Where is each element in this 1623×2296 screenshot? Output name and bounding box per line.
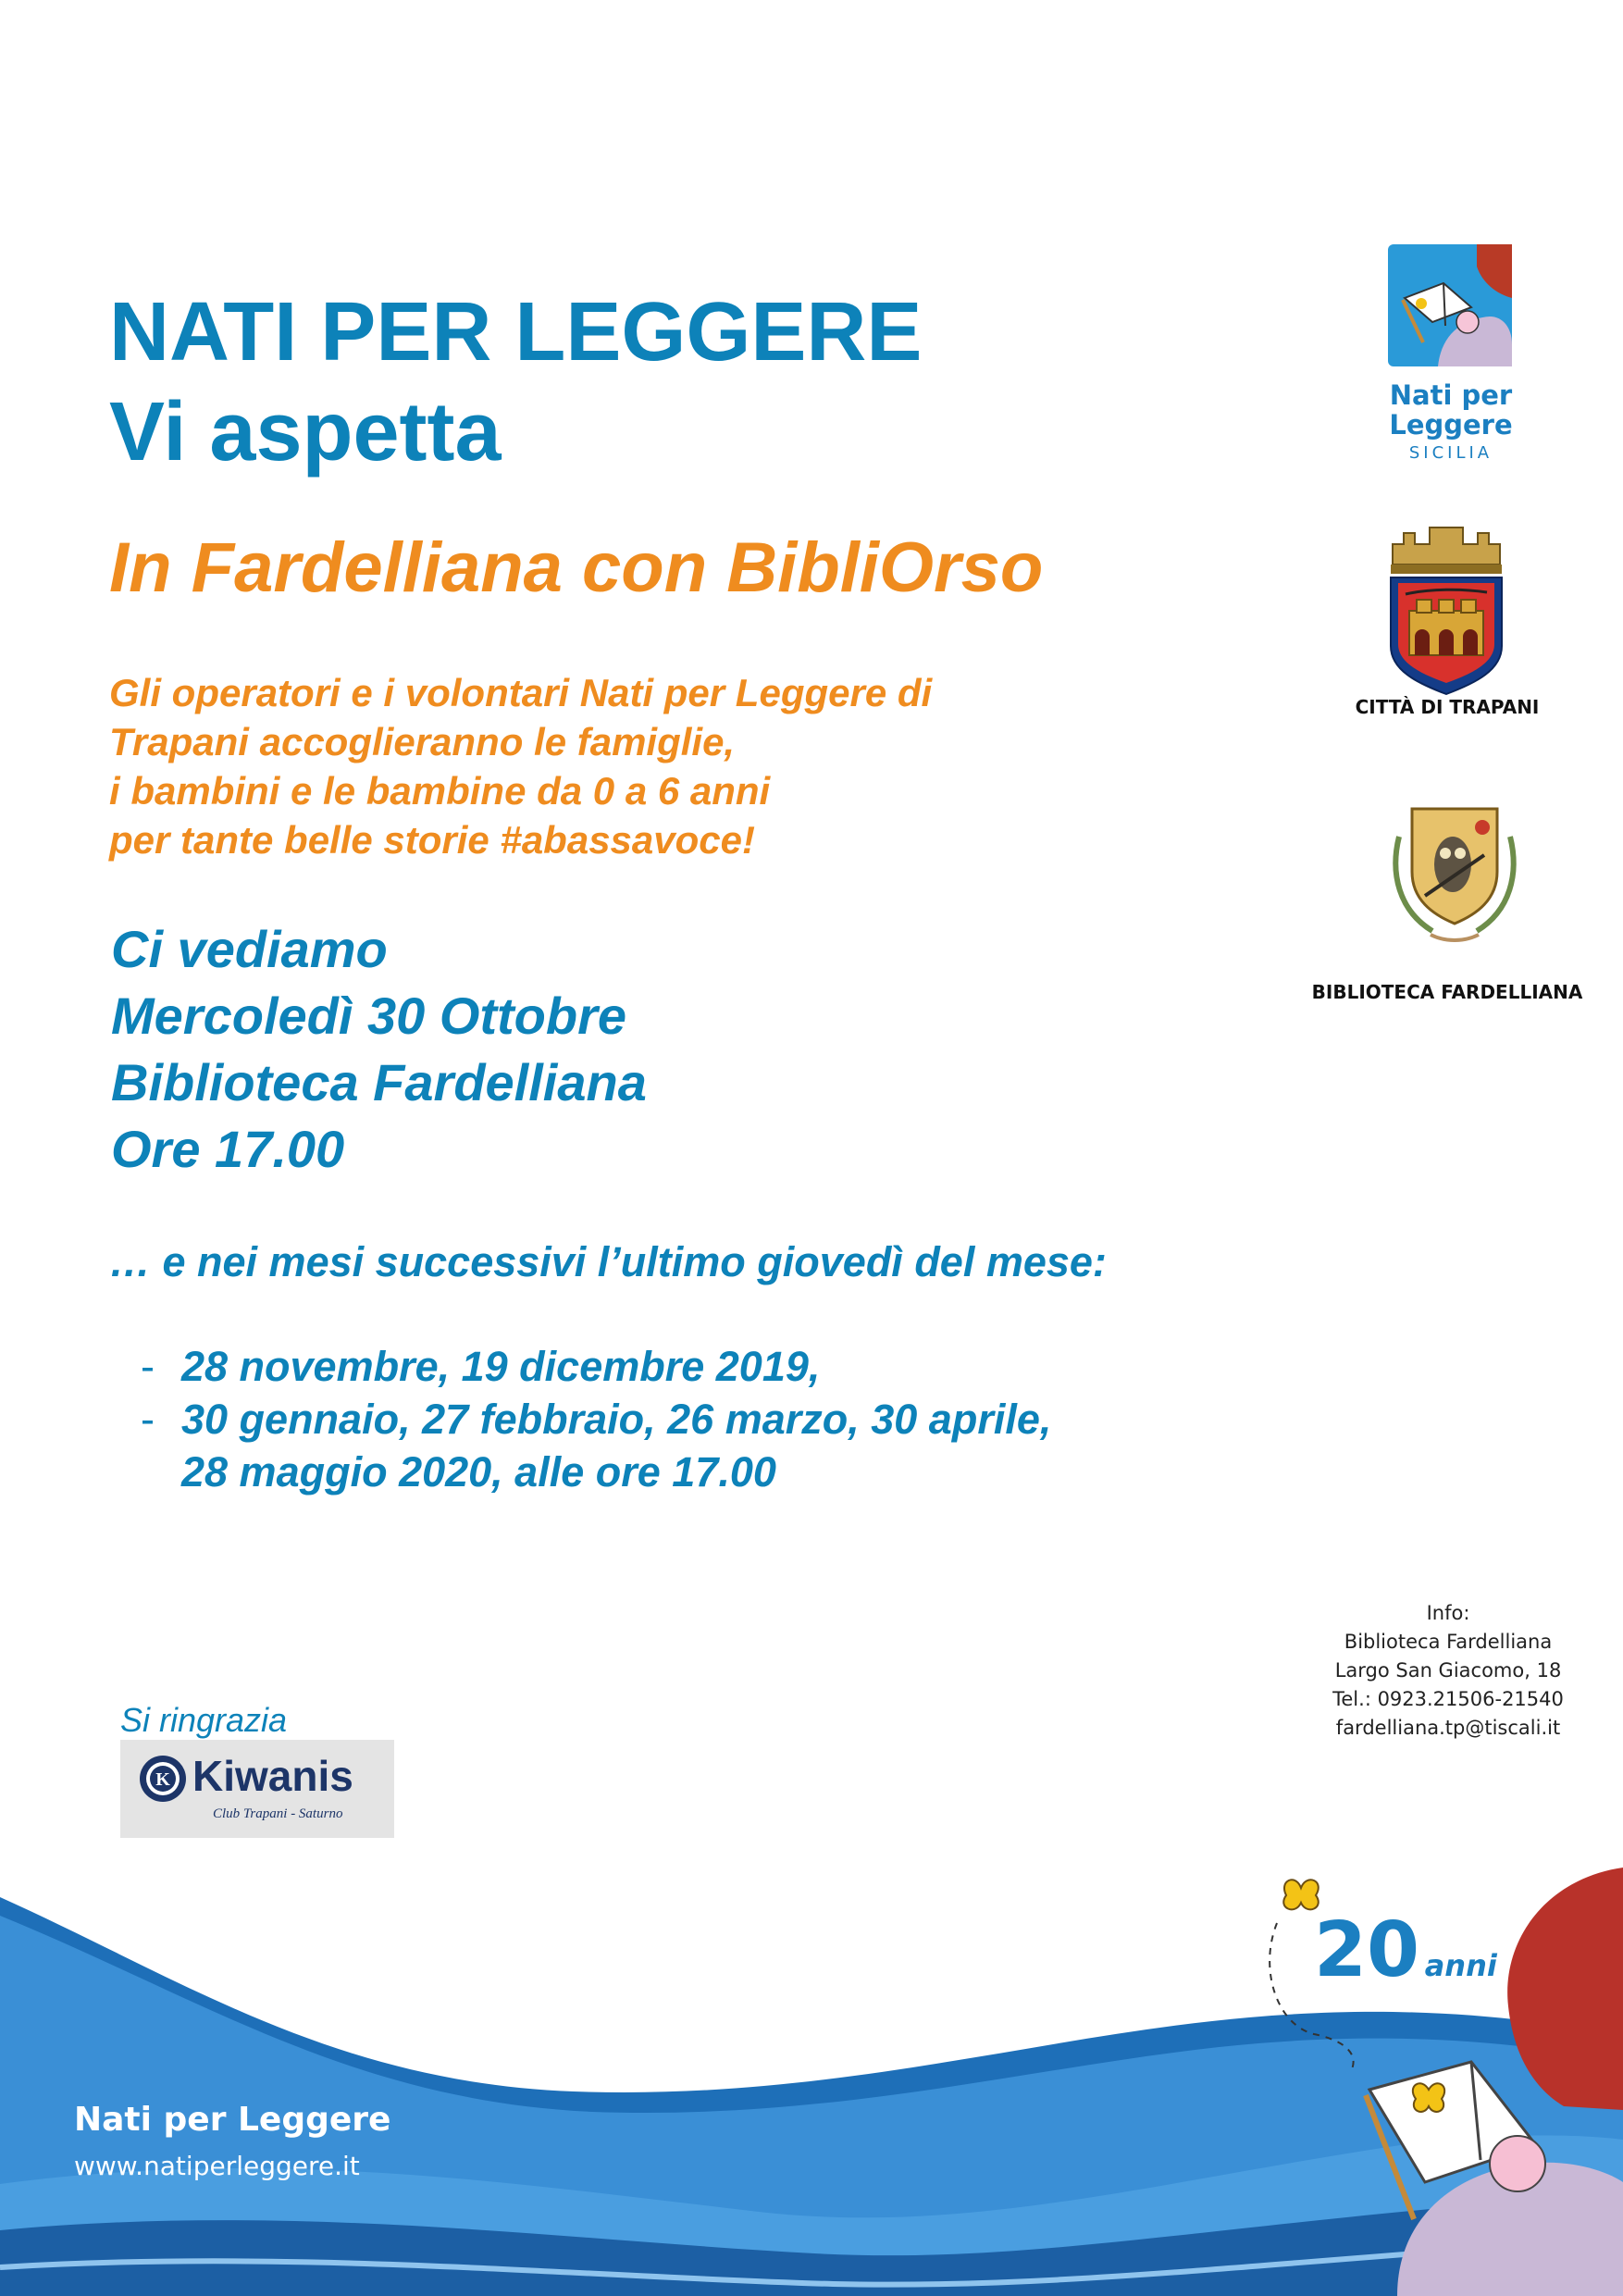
fardelliana-emblem bbox=[1381, 800, 1529, 948]
info-email: fardelliana.tp@tiscali.it bbox=[1335, 1717, 1561, 1739]
title-line-1: NATI PER LEGGERE bbox=[109, 286, 923, 379]
anniversary-badge bbox=[1314, 1906, 1497, 1994]
anniversary-word: anni bbox=[1424, 1948, 1497, 1983]
page-subtitle: In Fardelliana con BibliOrso bbox=[109, 528, 1044, 607]
info-heading: Info: bbox=[1426, 1602, 1470, 1624]
intro-paragraph bbox=[109, 668, 932, 864]
appointment-date: Mercoledì 30 Ottobre bbox=[111, 987, 627, 1045]
kiwanis-emblem-icon bbox=[137, 1753, 189, 1805]
fardelliana-emblem-label: BIBLIOTECA FARDELLIANA bbox=[1311, 981, 1583, 1003]
info-address: Largo San Giacomo, 18 bbox=[1334, 1659, 1562, 1682]
intro-line: per tante belle storie #abassavoce! bbox=[109, 818, 755, 862]
thanks-label: Si ringrazia bbox=[120, 1701, 288, 1739]
svg-text:K: K bbox=[155, 1769, 170, 1790]
trapani-crest-label: CITTÀ DI TRAPANI bbox=[1355, 696, 1540, 718]
trapani-crest bbox=[1383, 524, 1509, 695]
schedule-list bbox=[141, 1340, 1051, 1498]
npl-sicilia-logo bbox=[1386, 242, 1516, 463]
npl-logo-line-1: Nati per bbox=[1389, 379, 1513, 411]
schedule-item bbox=[141, 1340, 1051, 1393]
appointment-place: Biblioteca Fardelliana bbox=[111, 1053, 647, 1111]
appointment-greeting: Ci vediamo bbox=[111, 920, 388, 978]
anniversary-number: 20 bbox=[1314, 1906, 1420, 1994]
list-dash: - bbox=[141, 1396, 155, 1443]
list-dash: - bbox=[141, 1343, 155, 1390]
fardelliana-owl-icon bbox=[1381, 800, 1529, 948]
trapani-crest-icon bbox=[1383, 524, 1509, 695]
npl-logo-region: SICILIA bbox=[1408, 443, 1493, 463]
kiwanis-name: Kiwanis bbox=[192, 1752, 353, 1800]
contact-info bbox=[1277, 1599, 1619, 1743]
info-name: Biblioteca Fardelliana bbox=[1344, 1631, 1553, 1653]
kiwanis-logo bbox=[120, 1740, 394, 1838]
intro-line: i bambini e le bambine da 0 a 6 anni bbox=[109, 769, 771, 813]
npl-logo-line-2: Leggere bbox=[1389, 409, 1513, 441]
schedule-item bbox=[141, 1393, 1051, 1446]
footer-website: www.natiperleggere.it bbox=[74, 2151, 360, 2181]
kiwanis-club: Club Trapani - Saturno bbox=[213, 1806, 343, 1821]
appointment-block bbox=[111, 916, 647, 1183]
schedule-item-text: 28 maggio 2020, alle ore 17.00 bbox=[181, 1448, 776, 1496]
footer-brand: Nati per Leggere bbox=[74, 2101, 391, 2139]
intro-line: Gli operatori e i volontari Nati per Leggere di bbox=[109, 671, 933, 714]
info-phone: Tel.: 0923.21506-21540 bbox=[1332, 1688, 1564, 1710]
title-line-2: Vi aspetta bbox=[109, 386, 502, 478]
schedule-item-text: 30 gennaio, 27 febbraio, 26 marzo, 30 aprile, bbox=[181, 1396, 1052, 1443]
schedule-item-text: 28 novembre, 19 dicembre 2019, bbox=[181, 1343, 821, 1390]
appointment-time: Ore 17.00 bbox=[111, 1120, 345, 1178]
schedule-item-continued bbox=[141, 1446, 1051, 1498]
page-title bbox=[109, 282, 922, 482]
intro-line: Trapani accoglieranno le famiglie, bbox=[109, 720, 736, 763]
npl-reader-icon bbox=[1386, 242, 1516, 368]
schedule-lead: … e nei mesi successivi l’ultimo giovedì del mese: bbox=[109, 1238, 1107, 1285]
